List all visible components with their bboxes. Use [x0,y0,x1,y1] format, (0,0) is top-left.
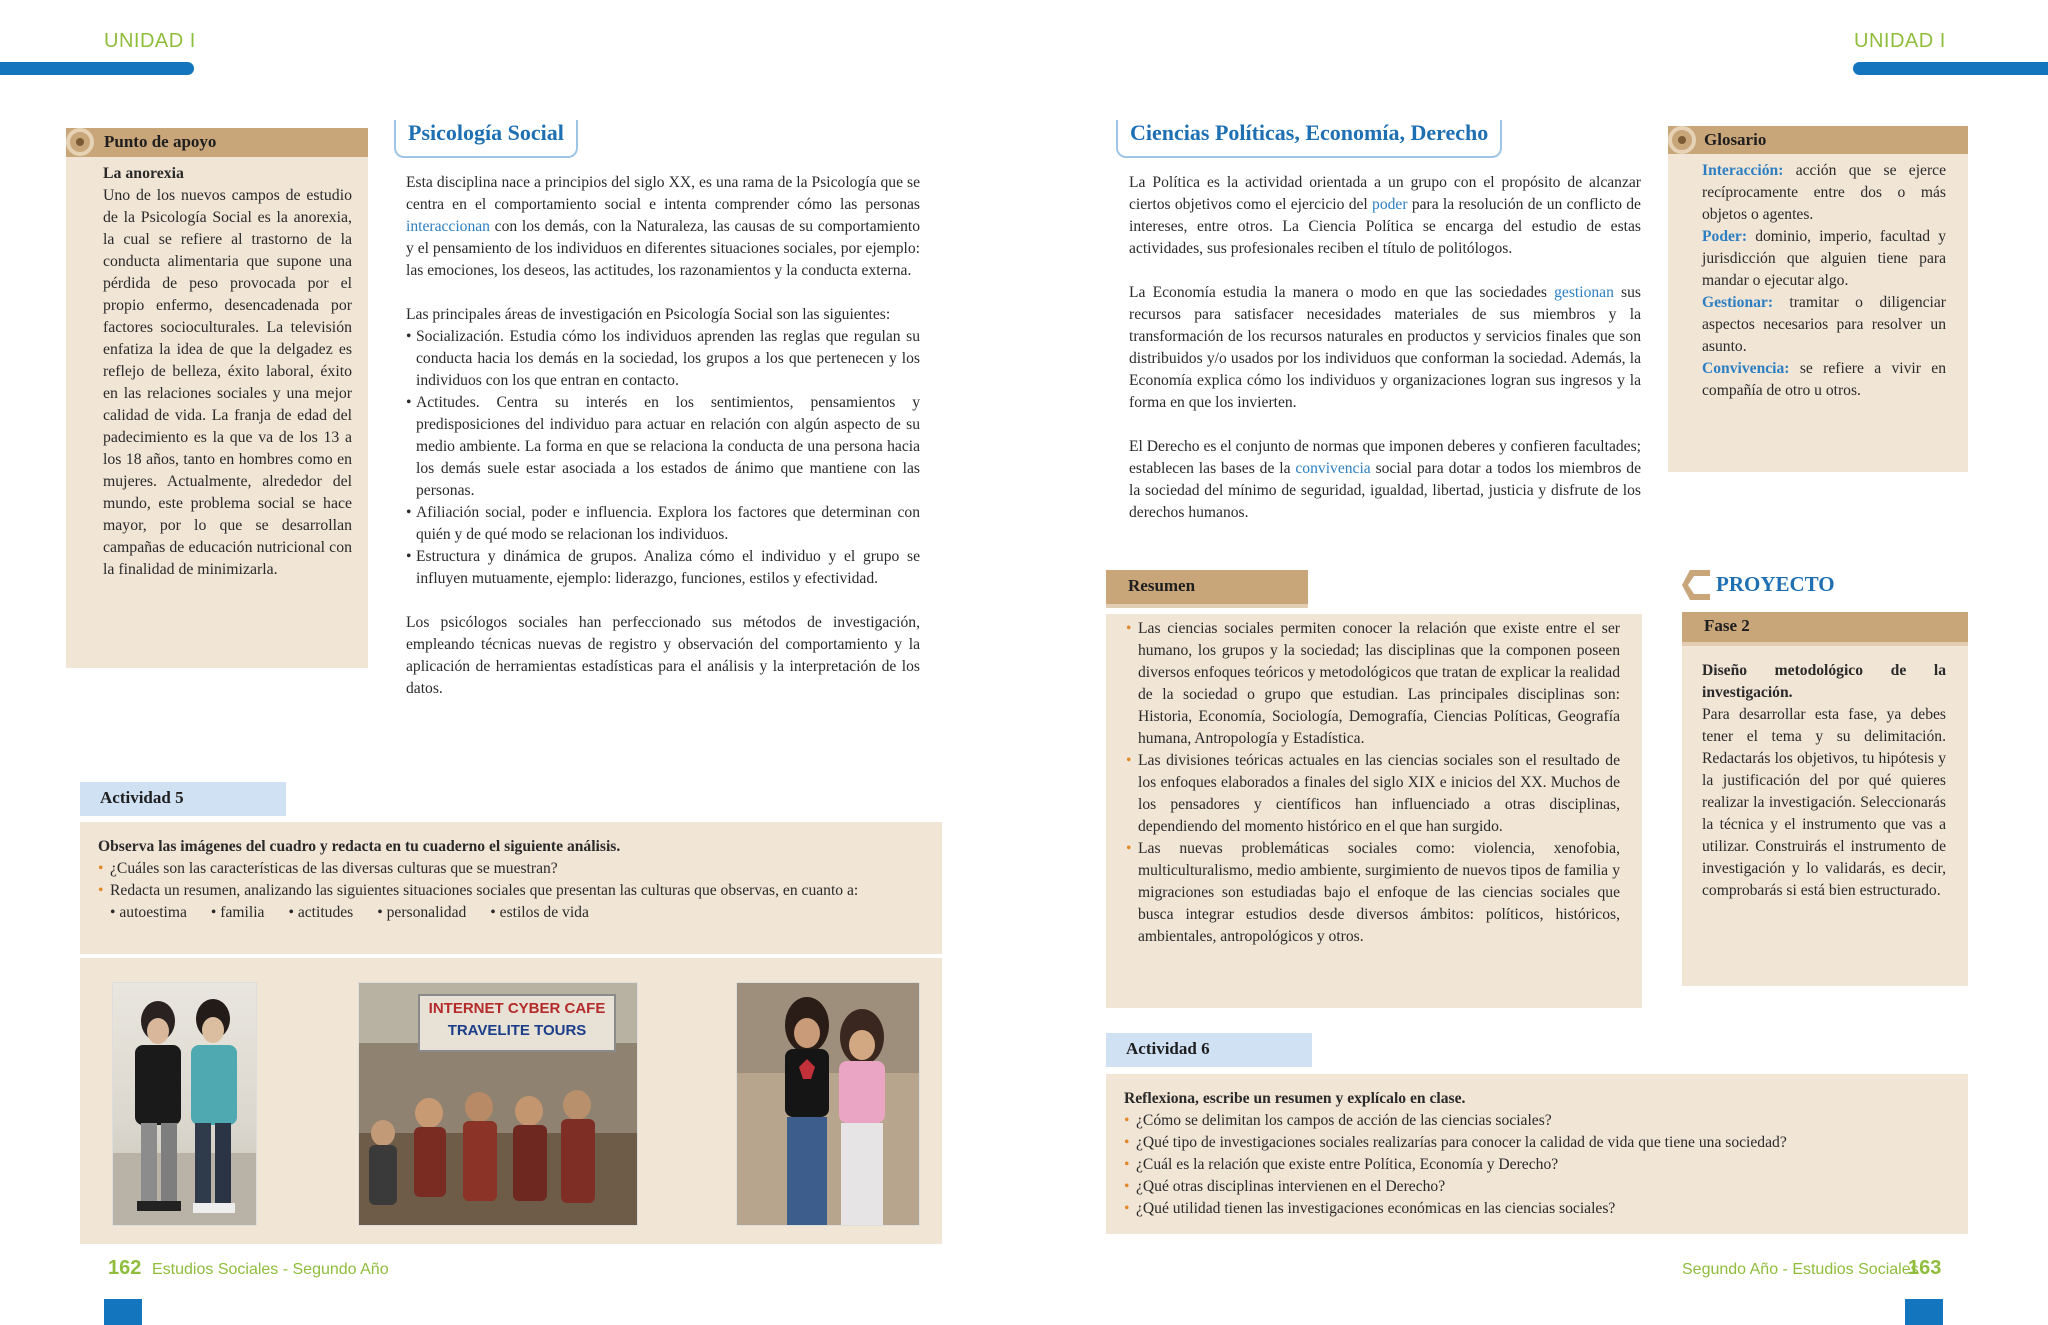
list-item: • Socialización. Estudia cómo los individuos aprenden las reglas que regulan su conducta hacia los demás en la sociedad, los grupos a los que pertenecen y los individuos con los que entran en contacto. [406,326,920,392]
link-interaccionan[interactable]: interaccionan [406,218,490,235]
aspect-item: • autoestima [110,902,187,924]
actividad5-instruction: Observa las imágenes del cuadro y redacta en tu cuaderno el siguiente análisis. [98,838,621,855]
actividad5-header [80,782,286,816]
resumen-header-underline [1106,604,1308,608]
right-header-bar [1853,62,2048,75]
link-convivencia[interactable]: convivencia [1295,460,1371,477]
ciencias-title: Ciencias Políticas, Economía, Derecho [1116,120,1502,158]
punto-apoyo-header [66,128,368,157]
right-page-number: 163 [1908,1257,1942,1279]
resumen-title: Resumen [1128,576,1196,595]
proyecto-text: Para desarrollar esta fase, ya debes tener el tema y su delimitación. Redactarás los objetivos, tu hipótesis y la justificación del por qué quieres realizar la investigación. Seleccionarás la técnica y el instrumento que vas a utilizar. Construirás el instrumento de investigación y lo validarás, es decir, comprobarás si está bien estructurado. [1702,706,1946,899]
photo-young-men [112,982,257,1226]
aspect-item: • estilos de vida [490,902,589,924]
actividad5-images-panel [80,958,942,1244]
list-item: • ¿Qué utilidad tienen las investigaciones económicas en las ciencias sociales? [1124,1198,1950,1220]
glosario-title: Glosario [1704,130,1767,149]
proyecto-content [1682,646,1968,986]
list-item: • ¿Qué tipo de investigaciones sociales realizarías para conocer la calidad de vida que tiene una sociedad? [1124,1132,1950,1154]
resumen-content [1106,614,1642,1008]
young-men-illustration [113,983,257,1226]
glosario-box [1668,126,1968,472]
punto-apoyo-title: Punto de apoyo [104,132,217,151]
actividad6-content [1106,1074,1968,1234]
left-page-number: 162 [108,1257,142,1279]
psicologia-paragraph-2: Las principales áreas de investigación en Psicología Social son las siguientes: [406,306,891,323]
proyecto-title: PROYECTO [1716,572,1835,596]
actividad5-aspects [98,902,924,924]
actividad6-header [1106,1033,1312,1067]
proyecto-subtitle: Diseño metodológico de la investigación. [1702,662,1946,701]
list-item: • Estructura y dinámica de grupos. Analiza cómo el individuo y el grupo se influyen mutuamente, ejemplo: liderazgo, funciones, estilos y efectividad. [406,546,920,590]
glosario-content [1668,154,1968,472]
actividad5-content [80,822,942,954]
proyecto-hexagon-icon [1680,568,1714,602]
photo-internet-cafe [358,982,638,1226]
ciencias-paragraph-politica: La Política es la actividad orientada a un grupo con el propósito de alcanzar ciertos objetivos como el ejercicio del poder para la resolución de un conflicto de intereses, entre otros. La Ciencia Política se encarga del estudio de estas actividades, sus profesionales reciben el título de politólogos. [1129,174,1641,257]
aspect-item: • familia [211,902,265,924]
left-unit-label: UNIDAD I [104,30,196,52]
fase-header [1682,612,1968,642]
cafe-sign-line-1: INTERNET CYBER CAFE [428,1000,606,1017]
list-item: • ¿Cuáles son las características de las diversas culturas que se muestran? [98,858,924,880]
punto-apoyo-box [66,128,368,668]
actividad6-questions [1124,1110,1950,1220]
list-item: • Redacta un resumen, analizando las siguientes situaciones sociales que presentan las culturas que observas, en cuanto a: [98,880,924,902]
left-header-bar [0,62,194,75]
left-footer-square [104,1299,142,1325]
glosario-circle-icon [1668,126,1696,154]
right-footer-square [1905,1299,1943,1325]
cafe-sign-line-2: TRAVELITE TOURS [447,1022,587,1039]
psicologia-body [406,172,920,722]
link-gestionan[interactable]: gestionan [1554,284,1614,301]
list-item: • Las nuevas problemáticas sociales como: violencia, xenofobia, multiculturalismo, medio ambiente, surgimiento de nuevos tipos de familia y migraciones son estudiadas bajo el enfoque de las ciencias sociales que busca integrar estudios desde diversos ámbitos: políticos, históricos, ambientales, antropológicos y otros. [1126,838,1620,948]
proyecto-box [1682,612,1968,986]
psicologia-paragraph-3: Los psicólogos sociales han perfeccionado sus métodos de investigación, empleando técnicas nuevas de registro y observación del comportamiento y la aplicación de herramientas estadísticas para el análisis y la interpretación de los datos. [406,614,920,697]
glossary-term-convivencia: Convivencia: se refiere a vivir en compañía de otro u otros. [1702,360,1946,399]
punto-apoyo-content [66,157,368,668]
glossary-term-interaccion: Interacción: acción que se ejerce recíprocamente entre dos o más objetos o agentes. [1702,162,1946,223]
ciencias-paragraph-economia: La Economía estudia la manera o modo en que las sociedades gestionan sus recursos para satisfacer necesidades materiales de sus miembros y la transformación de los recursos naturales en productos y servicios finales que son distribuidos y/o usados por los individuos que conforman la sociedad. Además, la Economía explica cómo los individuos y organizaciones logran sus ingresos y la forma en que los invierten. [1129,284,1641,411]
photo-young-women [736,982,920,1226]
proyecto-header [1680,568,1970,602]
list-item: • ¿Cómo se delimitan los campos de acción de las ciencias sociales? [1124,1110,1950,1132]
actividad6-instruction: Reflexiona, escribe un resumen y explícalo en clase. [1124,1090,1466,1107]
punto-apoyo-circle-icon [66,128,94,156]
psicologia-title: Psicología Social [394,120,578,158]
punto-apoyo-subtitle: La anorexia [103,165,184,182]
list-item: • ¿Qué otras disciplinas intervienen en el Derecho? [1124,1176,1950,1198]
link-poder[interactable]: poder [1372,196,1408,213]
right-unit-label: UNIDAD I [1854,30,1946,52]
glossary-term-poder: Poder: dominio, imperio, facultad y jurisdicción que alguien tiene para mandar o ejecutar algo. [1702,228,1946,289]
left-footer-text: Estudios Sociales - Segundo Año [152,1261,389,1278]
ciencias-body [1129,172,1641,546]
list-item: • Actitudes. Centra su interés en los sentimientos, pensamientos y predisposiciones del individuo para actuar en relación con algún aspecto de su medio ambiente. La forma en que se relaciona la conducta de una persona hacia los demás suele estar asociada a los estados de ánimo que mantiene con las personas. [406,392,920,502]
actividad5-questions [98,858,924,902]
right-footer-text: Segundo Año - Estudios Sociales [1682,1261,1919,1278]
list-item: • Afiliación social, poder e influencia. Explora los factores que determinan con quién y de qué modo se relacionan los individuos. [406,502,920,546]
actividad5-title: Actividad 5 [100,788,184,807]
glosario-header [1668,126,1968,154]
aspect-item: • personalidad [377,902,466,924]
cafe-scene-illustration [359,983,638,1226]
aspect-item: • actitudes [288,902,353,924]
resumen-header [1106,570,1308,604]
resumen-list [1126,618,1620,948]
psicologia-areas-list [406,326,920,590]
ciencias-paragraph-derecho: El Derecho es el conjunto de normas que imponen deberes y confieren facultades; establecen las bases de la convivencia social para dotar a todos los miembros de la sociedad del mínimo de seguridad, igualdad, libertad, justicia y disfrute de los derechos humanos. [1129,438,1641,521]
list-item: • Las divisiones teóricas actuales en las ciencias sociales son el resultado de los enfoques elaborados a finales del siglo XIX e inicios del XX. Muchos de los pensadores y científicos han influenciado a otras disciplinas, dependiendo del momento histórico en el que han surgido. [1126,750,1620,838]
young-women-illustration [737,983,920,1226]
list-item: • Las ciencias sociales permiten conocer la relación que existe entre el ser humano, los grupos y la sociedad; las disciplinas que la componen poseen diversos enfoques teóricos y metodológicos que tratan de explicar la realidad de la sociedad o grupo que estudian. Las principales disciplinas son: Historia, Economía, Sociología, Demografía, Ciencias Políticas, Geografía humana, Antropología y Estadística. [1126,618,1620,750]
fase-title: Fase 2 [1704,616,1750,635]
psicologia-paragraph-1: Esta disciplina nace a principios del siglo XX, es una rama de la Psicología que se centra en el comportamiento social e intenta comprender cómo las personas interaccionan con los demás, con la Naturaleza, las causas de su comportamiento y el pensamiento de los individuos en diferentes situaciones sociales, por ejemplo: las emociones, los deseos, las actitudes, los razonamientos y la conducta externa. [406,174,920,279]
glossary-term-gestionar: Gestionar: tramitar o diligenciar aspectos necesarios para resolver un asunto. [1702,294,1946,355]
list-item: • ¿Cuál es la relación que existe entre Política, Economía y Derecho? [1124,1154,1950,1176]
actividad6-title: Actividad 6 [1126,1039,1210,1058]
punto-apoyo-text: Uno de los nuevos campos de estudio de la Psicología Social es la anorexia, la cual se refiere al trastorno de la conducta alimentaria que supone una pérdida de peso provocada por el propio enfermo, desencadenada por factores socioculturales. La televisión enfatiza la idea de que la delgadez es reflejo de belleza, éxito laboral, éxito en las relaciones sociales y una mejor calidad de vida. La franja de edad del padecimiento es la que va de los 13 a los 18 años, tanto en hombres como en mujeres. Actualmente, alrededor del mundo, este problema social se hace mayor, por lo que se desarrollan campañas de educación nutricional con la finalidad de minimizarla. [103,187,352,578]
